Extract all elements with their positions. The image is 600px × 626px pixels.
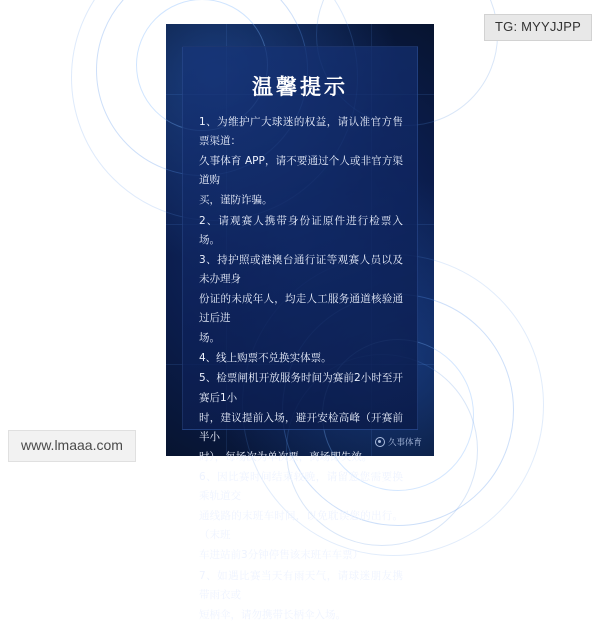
poster-line: 份证的未成年人，均走人工服务通道核验通过后进	[199, 292, 403, 325]
poster-credit	[375, 436, 422, 448]
poster-line: 车进站前3分钟停售该末班车车票）	[199, 549, 364, 562]
poster-line: 6、因比赛时间结束较晚，请留意您需要换乘轨道交	[199, 470, 403, 503]
weibo-icon	[375, 437, 385, 447]
poster-line: 时，建议提前入场，避开安检高峰（开赛前半小	[199, 411, 403, 443]
poster-panel	[182, 46, 418, 621]
poster-line: 4、线上购票不兑换实体票。	[199, 352, 332, 365]
poster-line: 5、检票闸机开放服务时间为赛前2小时至开赛后1小	[199, 372, 403, 404]
poster-body	[199, 113, 403, 626]
poster-image	[166, 24, 434, 621]
poster-line: 7、如遇比赛当天有雨天气，请球迷朋友携带雨衣或	[199, 569, 403, 601]
poster-credit-label: 久事体育	[387, 438, 422, 448]
poster-line: 场。	[199, 332, 220, 345]
poster-title: 温馨提示	[252, 75, 348, 99]
poster-line: 时），每场次为单次票，离场即失效。	[199, 450, 373, 463]
poster-line: 通线路的末班车时间，以免耽误您的出行。（末班	[199, 510, 403, 542]
site-watermark: www.lmaaa.com	[8, 430, 136, 462]
tg-badge: TG: MYYJJPP	[484, 14, 592, 41]
poster-line: 1、为维护广大球迷的权益，请认准官方售票渠道：	[199, 116, 403, 148]
poster-line: 3、持护照或港澳台通行证等观赛人员以及未办理身	[199, 253, 403, 285]
poster-line: 短柄伞，请勿携带长柄伞入场。	[199, 608, 346, 621]
poster-line: 久事体育 APP，请不要通过个人或非官方渠道购	[199, 155, 403, 187]
poster-line: 买，谨防诈骗。	[199, 194, 273, 207]
poster-line: 2、请观赛人携带身份证原件进行检票入场。	[199, 214, 403, 246]
